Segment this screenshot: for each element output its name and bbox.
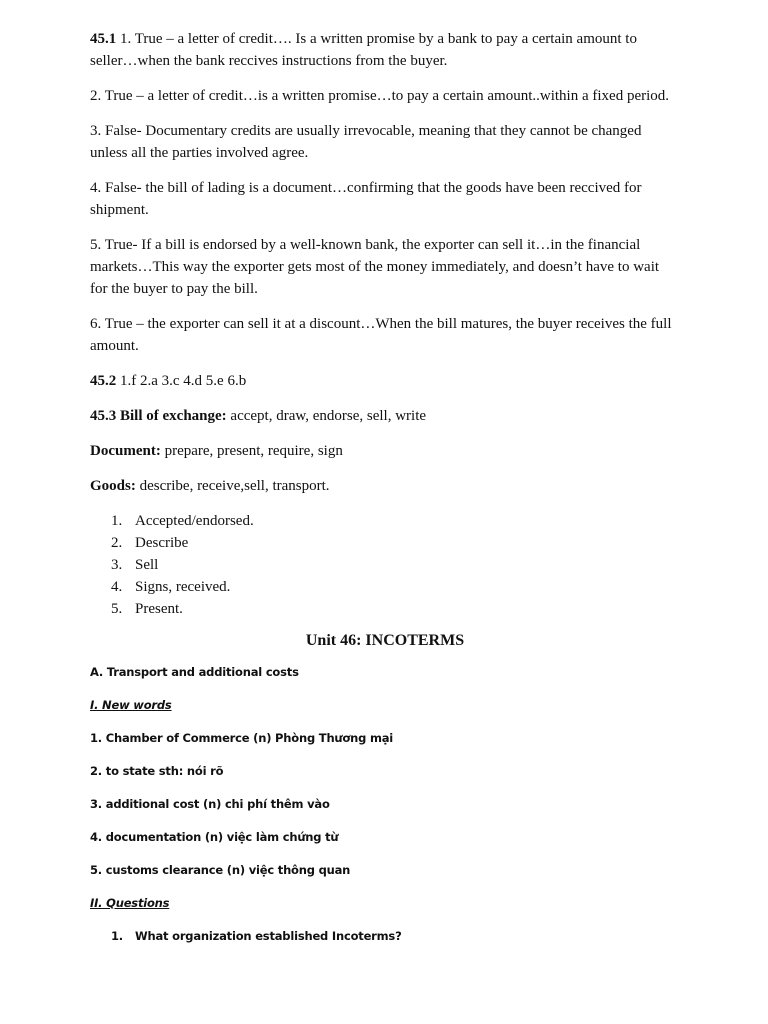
vocab-item-3: 3. additional cost (n) chi phí thêm vào [90, 797, 330, 811]
paragraph-45-1-item-5: 5. True- If a bill is endorsed by a well-known bank, the exporter can sell it…in the financial markets…This way the exporter gets most of the money immediately, and doesn’t have to wait for the buyer to pay the bill. [90, 237, 660, 297]
paragraph-45-1-item-4: 4. False- the bill of lading is a document…confirming that the goods have been reccived for shipment. [90, 180, 642, 218]
list-text: Present. [135, 601, 183, 617]
list-text: Accepted/endorsed. [135, 513, 254, 529]
paragraph-45-1-item-1 [90, 28, 680, 72]
list-item [111, 576, 680, 598]
list-item [111, 598, 680, 620]
list-number: 2. [111, 535, 123, 551]
question-number: 1. [111, 929, 123, 943]
question-text: What organization established Incoterms? [135, 929, 402, 943]
paragraph-45-1-item-2: 2. True – a letter of credit…is a written promise…to pay a certain amount..within a fixed period. [90, 88, 670, 104]
section-label-45-3: 45.3 [90, 408, 117, 424]
vocab-item-5: 5. customs clearance (n) việc thông quan [90, 863, 351, 877]
answers-list [90, 510, 680, 620]
section-label-45-1: 45.1 [90, 31, 117, 47]
new-words-heading-text: I. New words [90, 698, 172, 712]
questions-heading-text: II. Questions [90, 896, 170, 910]
answer-text: 1. True – a letter of credit…. Is a written promise by a bank to pay a certain amount to seller…when the bank reccives instructions from the buyer. [90, 31, 637, 69]
document-label: Document: [90, 443, 161, 459]
vocab-item-2: 2. to state sth: nói rõ [90, 764, 224, 778]
document-page [90, 28, 680, 961]
vocab-item-4: 4. documentation (n) việc làm chứng từ [90, 830, 339, 844]
list-number: 3. [111, 557, 123, 573]
paragraph-45-2 [90, 370, 680, 392]
questions-heading [90, 895, 680, 911]
paragraph-45-3-goods [90, 475, 680, 497]
list-number: 1. [111, 513, 123, 529]
answer-key: 1.f 2.a 3.c 4.d 5.e 6.b [120, 373, 247, 389]
list-number: 5. [111, 601, 123, 617]
paragraph-45-3-bill [90, 405, 680, 427]
unit-title: Unit 46: INCOTERMS [305, 632, 465, 649]
vocab-item-1: 1. Chamber of Commerce (n) Phòng Thương mại [90, 731, 394, 745]
bill-of-exchange-verbs: accept, draw, endorse, sell, write [230, 408, 427, 424]
list-text: Sell [135, 557, 159, 573]
list-item [111, 554, 680, 576]
list-text: Signs, received. [135, 579, 231, 595]
list-text: Describe [135, 535, 189, 551]
goods-verbs: describe, receive,sell, transport. [139, 478, 330, 494]
new-words-heading [90, 697, 680, 713]
list-item [111, 532, 680, 554]
bill-of-exchange-label: Bill of exchange: [120, 408, 227, 424]
list-item [111, 510, 680, 532]
list-number: 4. [111, 579, 123, 595]
unit-subtitle: A. Transport and additional costs [90, 665, 299, 679]
paragraph-45-3-document [90, 440, 680, 462]
paragraph-45-1-item-3: 3. False- Documentary credits are usually irrevocable, meaning that they cannot be changed unless all the parties involved agree. [90, 123, 642, 161]
question-item [90, 928, 680, 944]
section-label-45-2: 45.2 [90, 373, 117, 389]
document-verbs: prepare, present, require, sign [164, 443, 343, 459]
goods-label: Goods: [90, 478, 136, 494]
paragraph-45-1-item-6: 6. True – the exporter can sell it at a discount…When the bill matures, the buyer receives the full amount. [90, 316, 672, 354]
